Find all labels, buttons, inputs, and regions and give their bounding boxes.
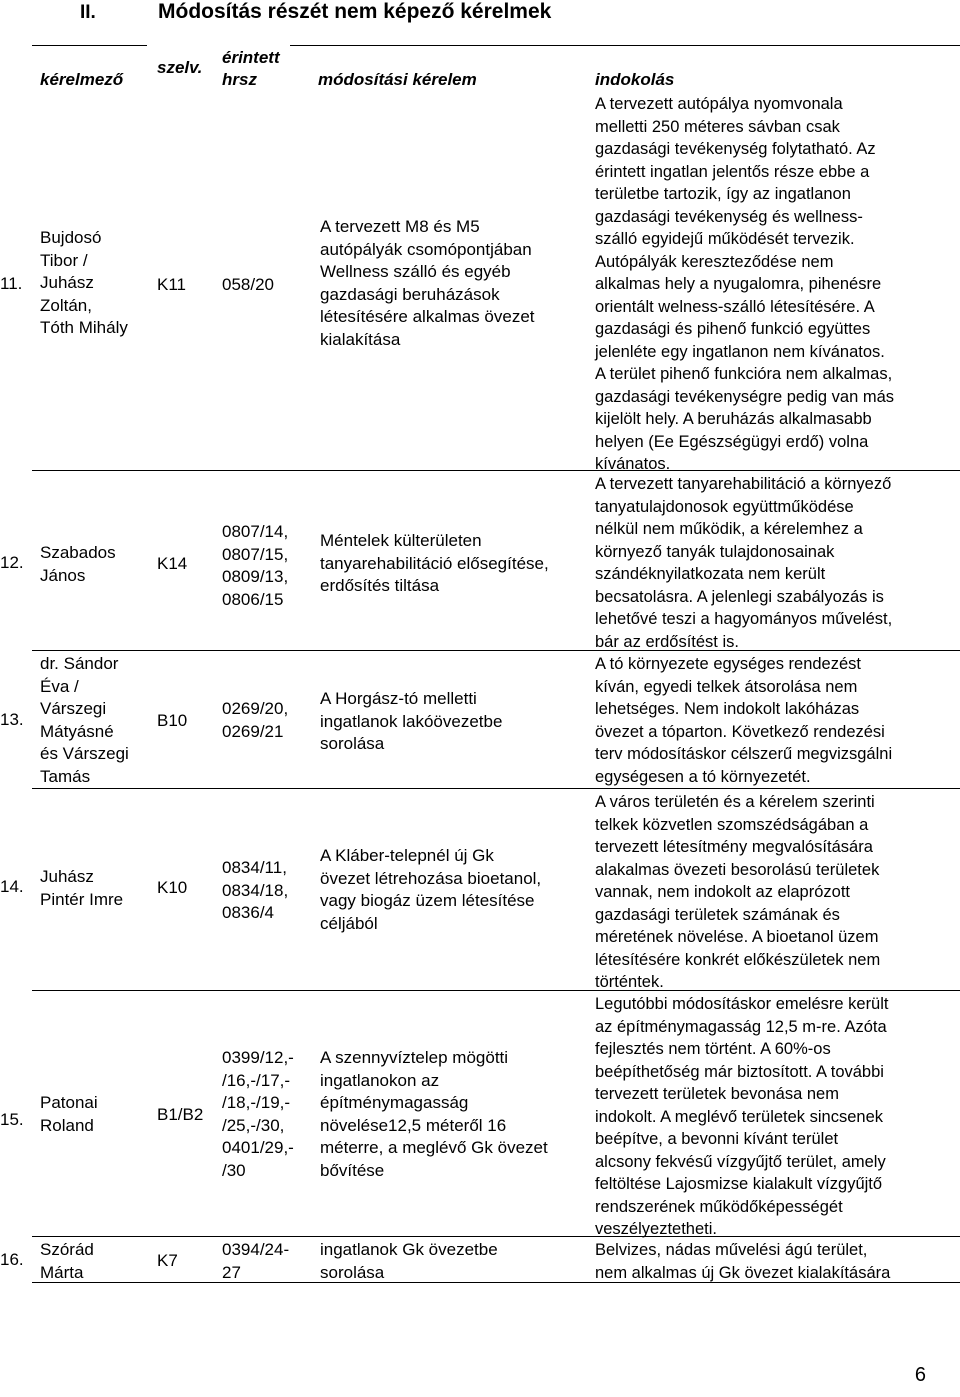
reason-cell-line: bár az erdősítést is.	[595, 632, 739, 651]
applicant-cell-line: János	[40, 565, 86, 585]
request-cell-line: erdősítés tiltása	[320, 576, 440, 595]
request-cell-line: Wellness szálló és egyéb	[320, 262, 511, 281]
request-cell-line: A Kláber-telepnél új Gk	[320, 846, 494, 865]
request-cell-line: kialakítása	[320, 329, 401, 349]
applicant-cell-line: Patonai	[40, 1093, 98, 1112]
reason-cell-line: terv módosításkor célszerű megvizsgálni	[595, 745, 893, 763]
reason-cell-line: tervezett létesítmény megvalósítására	[595, 838, 873, 856]
applicant-cell-line: Éva /	[40, 676, 79, 696]
request-cell-line: növelése12,5 méteről 16	[320, 1115, 507, 1135]
reason-cell-line: indokolt. A meglévő területek sincsenek	[595, 1107, 884, 1126]
reason-cell-line: A tó környezete egységes rendezést	[595, 655, 861, 673]
applicant-cell	[40, 866, 150, 911]
row-separator	[32, 788, 960, 789]
reason-cell-line: területbe tartozik, így az ingatlanon	[595, 185, 851, 203]
header-plot-line1: érintett	[222, 48, 280, 67]
reason-cell-line: vannak, nem indokolt az elaprózott	[595, 883, 850, 901]
reason-cell-line: gazdasági területek számának és	[595, 905, 840, 924]
row-separator	[32, 990, 960, 991]
reason-cell-line: egységesen a tó környezetét.	[595, 767, 811, 786]
sheet-cell: B1/B2	[157, 1105, 204, 1124]
row-number: 12.	[0, 553, 24, 572]
row-separator	[32, 1282, 960, 1283]
reason-cell-line: szálló egyidejű működését tervezik.	[595, 230, 855, 248]
applicant-cell-line: Márta	[40, 1262, 84, 1282]
section-title: Módosítás részét nem képező kérelmek	[158, 0, 552, 23]
request-cell-line: gazdasági beruházások	[320, 284, 500, 304]
applicant-cell-line: Tamás	[40, 766, 91, 786]
request-cell-line: ingatlanokon az	[320, 1070, 440, 1090]
request-cell-line: autópályák csomópontjában	[320, 239, 532, 259]
reason-cell-line: alcsony fekvésű vízgyűjtő terület, amely	[595, 1152, 886, 1171]
reason-cell-line: A tervezett tanyarehabilitáció a környező	[595, 475, 892, 493]
reason-cell-line: beépíthetőség már biztosított. A további	[595, 1062, 884, 1081]
reason-cell-line: gazdasági és pihenő funkció együttes	[595, 320, 871, 338]
request-cell-line: sorolása	[320, 1262, 385, 1282]
reason-cell	[595, 653, 957, 788]
row-number: 16.	[0, 1250, 24, 1269]
request-cell-line: ingatlanok lakóövezetbe	[320, 711, 503, 731]
reason-cell-line: lehetséges. Nem indokolt lakóházas	[595, 700, 860, 718]
reason-cell	[595, 1239, 957, 1284]
applicant-cell-line: dr. Sándor	[40, 654, 119, 673]
header-applicant: kérelmező	[40, 70, 124, 89]
request-cell-line: sorolása	[320, 734, 385, 753]
reason-cell-line: gazdasági tevékenység folytatható. Az	[595, 140, 876, 158]
sheet-cell: K14	[157, 554, 188, 573]
reason-cell-line: A terület pihenő funkcióra nem alkalmas,	[595, 365, 893, 383]
reason-cell-line: méretének növelése. A bioetanol üzem	[595, 928, 879, 946]
reason-cell-line: Belvizes, nádas művelési ágú terület,	[595, 1241, 868, 1259]
reason-cell-line: telkek közvetlen szomszédságában a	[595, 815, 869, 834]
applicant-cell	[40, 542, 150, 587]
header-top-rule	[290, 45, 960, 46]
reason-cell-line: létesítésére konkrét előkészületek nem	[595, 950, 881, 969]
plot-cell-line: 0394/24-	[222, 1240, 290, 1259]
reason-cell-line: lehetővé teszi a hagyományos művelést,	[595, 610, 893, 628]
sheet-cell: K10	[157, 878, 188, 897]
plot-cell	[222, 1239, 312, 1284]
reason-cell-line: az építménymagasság 12,5 m-re. Azóta	[595, 1017, 887, 1036]
reason-cell-line: fejlesztés nem történt. A 60%-os	[595, 1040, 831, 1058]
plot-cell-line: 058/20	[222, 275, 274, 294]
request-cell-line: ingatlanok Gk övezetbe	[320, 1240, 498, 1259]
reason-cell-line: Legutóbbi módosításkor emelésre került	[595, 995, 889, 1013]
request-cell	[320, 845, 590, 935]
reason-cell-line: A város területén és a kérelem szerinti	[595, 793, 875, 811]
reason-cell-line: kíván, egyedi telkek átsorolása nem	[595, 677, 858, 696]
page-number: 6	[914, 1364, 926, 1386]
request-cell-line: céljából	[320, 913, 378, 933]
applicant-cell-line: Juhász	[40, 273, 94, 292]
request-cell-line: övezet létrehozása bioetanol,	[320, 868, 542, 888]
row-number: 11.	[0, 274, 23, 293]
request-cell-line: építménymagasság	[320, 1093, 469, 1112]
plot-cell	[222, 1047, 312, 1182]
reason-cell-line: gazdasági tevékenység és wellness-	[595, 207, 863, 226]
plot-cell-line: 0834/11,	[222, 858, 287, 877]
plot-cell	[222, 857, 312, 925]
reason-cell-line: történtek.	[595, 973, 664, 991]
reason-cell-line: A tervezett autópálya nyomvonala	[595, 95, 843, 113]
applicant-cell-line: Roland	[40, 1115, 94, 1135]
request-cell-line: bővítése	[320, 1160, 385, 1180]
reason-cell-line: melletti 250 méteres sávban csak	[595, 117, 840, 136]
section-number: II.	[80, 2, 96, 23]
sheet-cell: K7	[157, 1251, 178, 1270]
plot-cell-line: 0401/29,-	[222, 1138, 294, 1157]
request-cell-line: méterre, a meglévő Gk övezet	[320, 1138, 548, 1157]
applicant-cell-line: és Várszegi	[40, 744, 129, 763]
applicant-cell-line: Szabados	[40, 543, 116, 562]
request-cell	[320, 216, 590, 351]
reason-cell-line: Autópályák kereszteződése nem	[595, 252, 834, 271]
request-cell-line: tanyarehabilitáció elősegítése,	[320, 553, 549, 573]
reason-cell-line: szándéknyilatkozata nem került	[595, 565, 826, 583]
row-separator	[32, 470, 960, 471]
applicant-cell	[40, 1239, 150, 1284]
reason-cell-line: nélkül nem működik, a kérelemhez a	[595, 520, 863, 538]
applicant-cell-line: Juhász	[40, 867, 94, 886]
request-cell-line: vagy biogáz üzem létesítése	[320, 891, 535, 910]
request-cell-line: A szennyvíztelep mögötti	[320, 1048, 509, 1067]
reason-cell-line: gazdasági tevékenységre pedig van más	[595, 387, 895, 406]
plot-cell-line: 0806/15	[222, 589, 284, 609]
applicant-cell-line: Pintér Imre	[40, 889, 124, 909]
plot-cell-line: 0399/12,-	[222, 1048, 294, 1067]
reason-cell-line: kijelölt hely. A beruházás alkalmasabb	[595, 410, 872, 428]
reason-cell-line: környező tanyák tulajdonosainak	[595, 542, 835, 561]
reason-cell-line: nem alkalmas új Gk övezet kialakítására	[595, 1263, 891, 1282]
request-cell-line: A tervezett M8 és M5	[320, 217, 480, 236]
reason-cell-line: kívánatos.	[595, 455, 671, 473]
plot-cell-line: /18,-/19,-	[222, 1093, 291, 1112]
request-cell	[320, 1047, 590, 1182]
reason-cell-line: érintett ingatlan jelentős része ebbe a	[595, 162, 870, 181]
row-separator	[32, 650, 960, 651]
header-sheet: szelv.	[157, 58, 203, 77]
row-number: 15.	[0, 1110, 24, 1129]
reason-cell-line: helyen (Ee Egészségügyi erdő) volna	[595, 432, 869, 451]
header-plot-line2: hrsz	[222, 70, 257, 89]
request-cell-line: létesítésére alkalmas övezet	[320, 307, 535, 326]
reason-cell-line: tervezett területek bevonása nem	[595, 1085, 839, 1103]
reason-cell	[595, 993, 957, 1241]
reason-cell	[595, 93, 957, 476]
plot-cell-line: 0834/18,	[222, 880, 289, 900]
plot-cell-line: /25,-/30,	[222, 1115, 285, 1135]
plot-cell-line: 27	[222, 1262, 241, 1282]
request-cell-line: Méntelek külterületen	[320, 531, 482, 550]
row-number: 13.	[0, 710, 24, 729]
reason-cell-line: orientált welness-szálló létesítésére. A	[595, 297, 875, 316]
plot-cell-line: 0807/15,	[222, 544, 289, 564]
sheet-cell: B10	[157, 711, 188, 730]
row-number: 14.	[0, 877, 24, 896]
reason-cell-line: övezet a tóparton. Következő rendezési	[595, 722, 885, 741]
reason-cell-line: feltöltése Lajosmizse kialakult vízgyűjtő	[595, 1175, 883, 1193]
plot-cell-line: 0807/14,	[222, 522, 289, 541]
applicant-cell-line: Várszegi	[40, 699, 107, 718]
plot-cell-line: 0269/21	[222, 721, 284, 741]
header-reason: indokolás	[595, 70, 675, 89]
sheet-cell: K11	[157, 275, 186, 294]
plot-cell-line: /30	[222, 1160, 246, 1180]
plot-cell-line: /16,-/17,-	[222, 1070, 291, 1090]
plot-cell-line: 0836/4	[222, 903, 274, 922]
applicant-cell-line: Tibor /	[40, 250, 88, 270]
reason-cell	[595, 791, 957, 994]
applicant-cell	[40, 1092, 150, 1137]
applicant-cell-line: Szórád	[40, 1240, 94, 1259]
applicant-cell-line: Zoltán,	[40, 295, 92, 315]
plot-cell	[222, 521, 312, 611]
reason-cell-line: beépítve, a bevonni kívánt terület	[595, 1130, 839, 1148]
applicant-cell-line: Bujdosó	[40, 228, 102, 247]
row-separator	[32, 1236, 960, 1237]
plot-cell-line: 0269/20,	[222, 699, 289, 718]
request-cell	[320, 688, 590, 756]
header-request: módosítási kérelem	[318, 70, 477, 89]
plot-cell	[222, 698, 312, 743]
request-cell-line: A Horgász-tó melletti	[320, 689, 477, 708]
reason-cell-line: tanyatulajdonosok együttműködése	[595, 497, 854, 516]
applicant-cell-line: Mátyásné	[40, 721, 114, 741]
reason-cell-line: veszélyeztetheti.	[595, 1220, 717, 1238]
applicant-cell-line: Tóth Mihály	[40, 318, 128, 337]
request-cell	[320, 530, 590, 598]
reason-cell-line: becsatolásra. A jelenlegi szabályozás is	[595, 587, 884, 606]
applicant-cell	[40, 227, 150, 340]
reason-cell-line: alakalmas övezeti besorolású területek	[595, 860, 880, 879]
request-cell	[320, 1239, 590, 1284]
reason-cell-line: rendszerének működőképességét	[595, 1197, 843, 1216]
plot-cell-line: 0809/13,	[222, 567, 289, 586]
header-top-rule	[32, 45, 147, 46]
applicant-cell	[40, 653, 150, 788]
reason-cell	[595, 473, 957, 653]
reason-cell-line: alkalmas hely a nyugalomra, pihenésre	[595, 275, 882, 293]
reason-cell-line: jelenléte egy ingatlanon nem kívánatos.	[595, 342, 885, 361]
plot-cell	[222, 274, 312, 297]
